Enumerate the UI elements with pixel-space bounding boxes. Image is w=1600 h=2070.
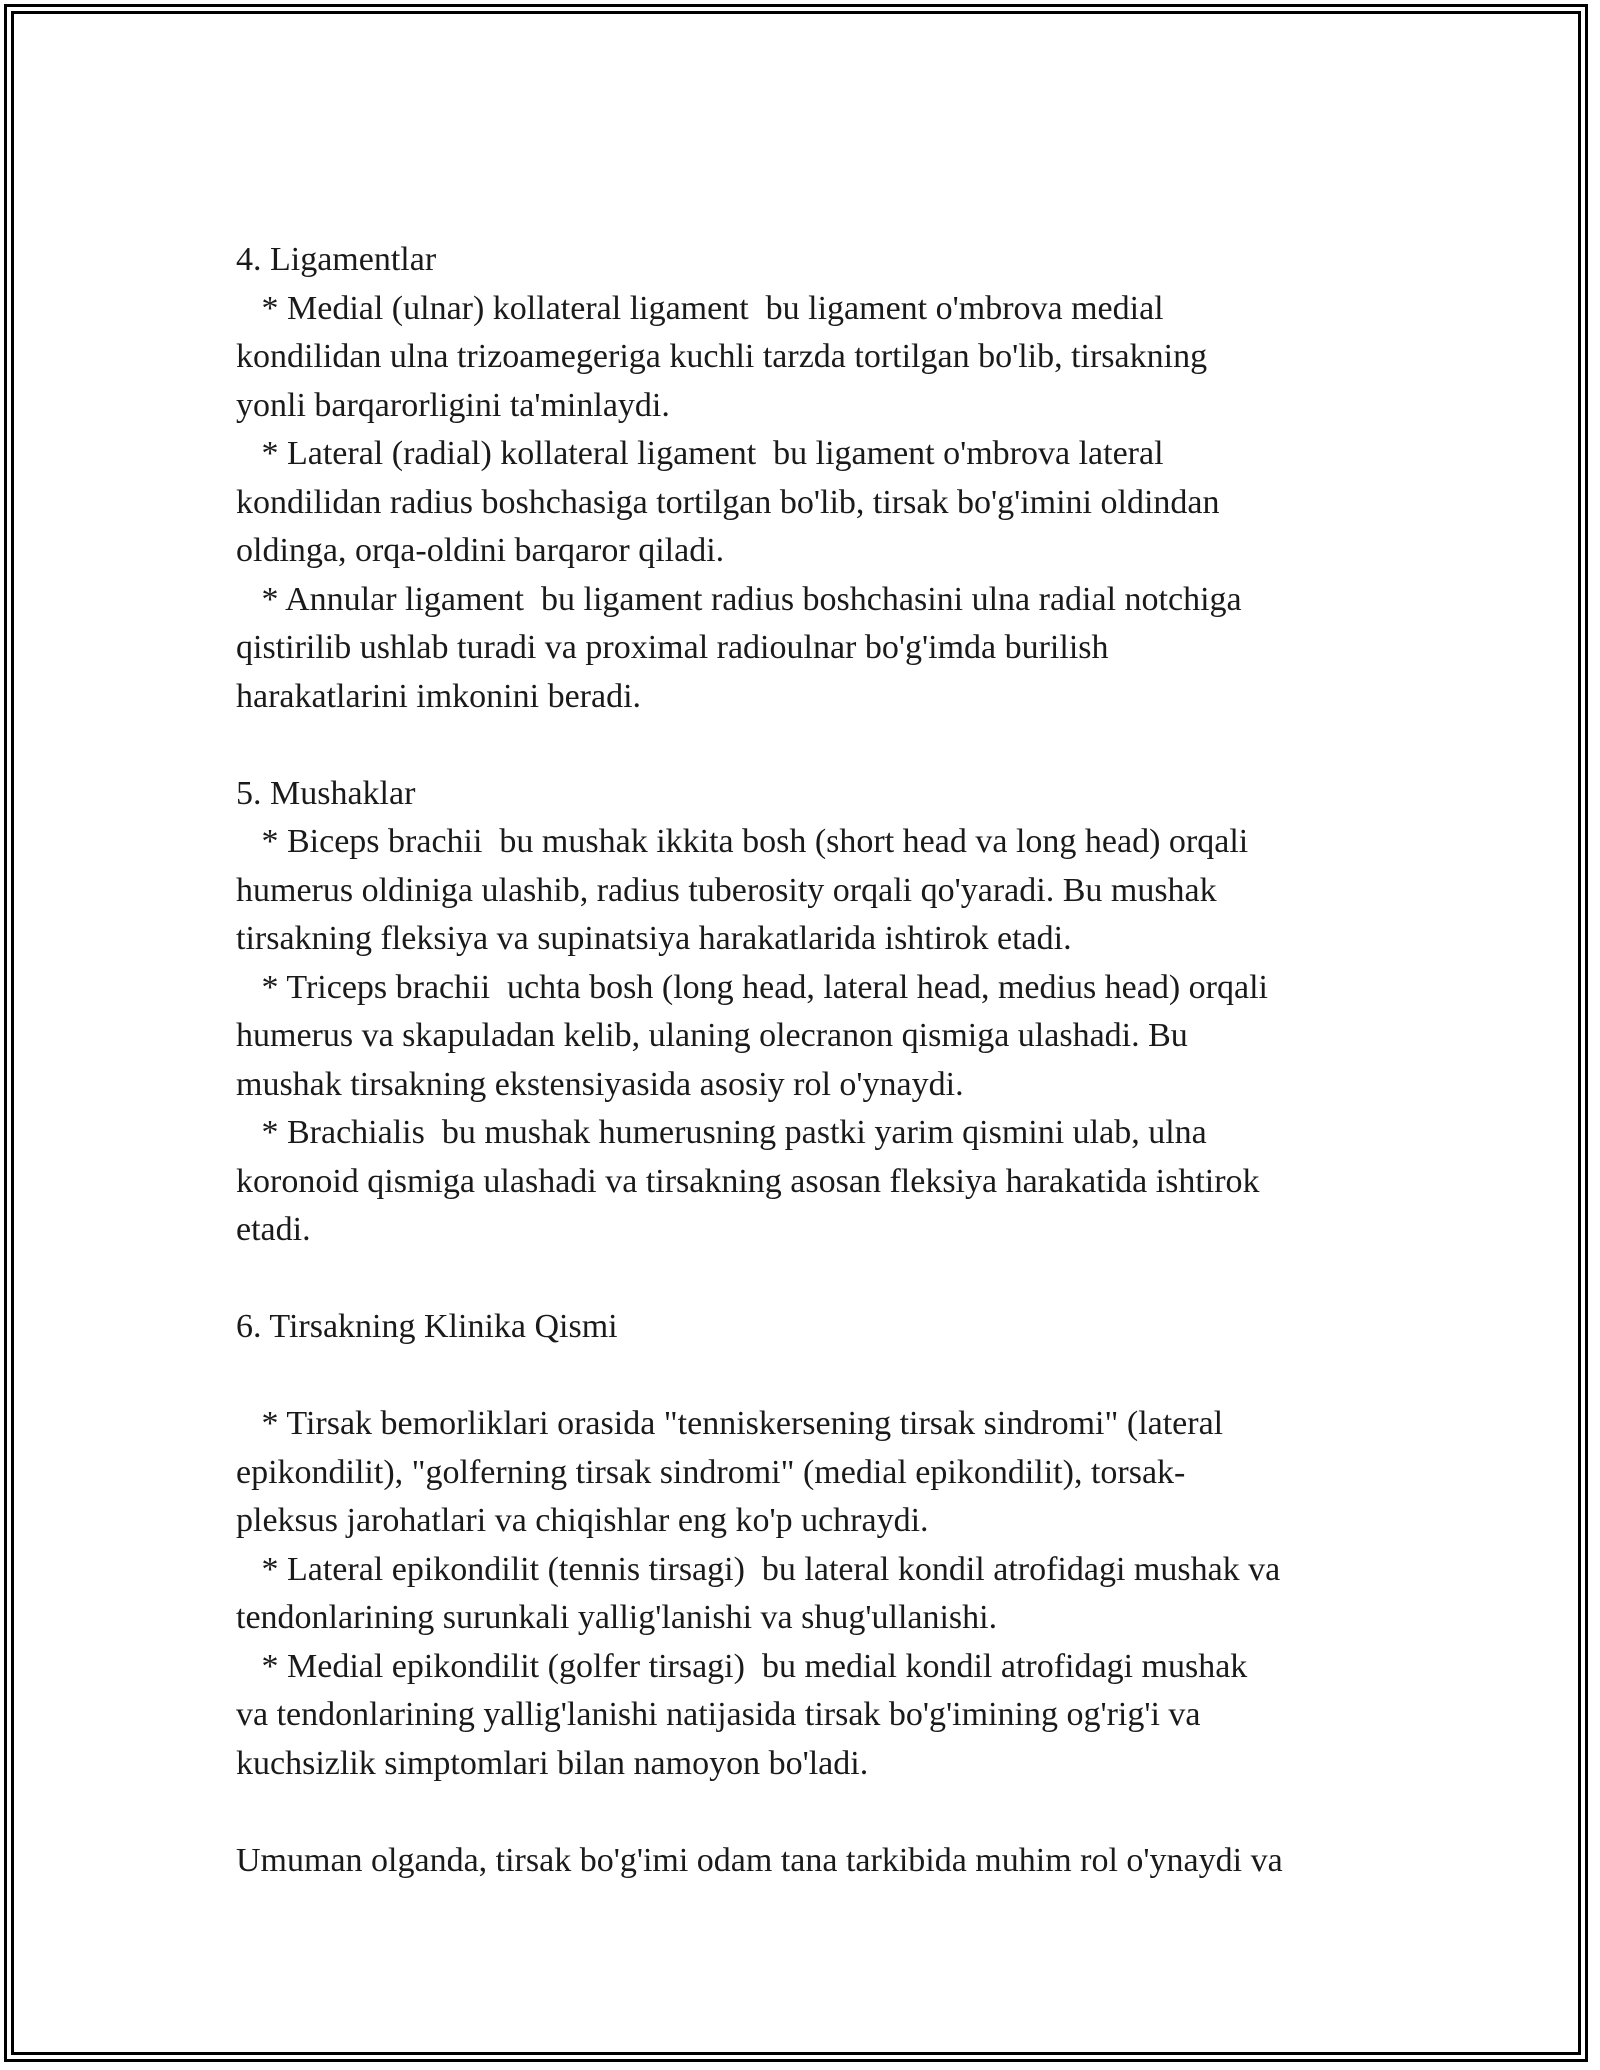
section-heading-klinika: 6. Tirsakning Klinika Qismi xyxy=(236,1308,618,1345)
paragraph-line: tendonlarining surunkali yallig'lanishi va shug'ullanishi. xyxy=(236,1599,998,1636)
paragraph-line: * Triceps brachii uchta bosh (long head, lateral head, medius head) orqali xyxy=(236,968,1268,1006)
paragraph-line: * Lateral epikondilit (tennis tirsagi) bu lateral kondil atrofidagi mushak va xyxy=(236,1550,1281,1588)
paragraph-line: epikondilit), "golferning tirsak sindromi" (medial epikondilit), torsak- xyxy=(236,1453,1186,1491)
paragraph-line: * Tirsak bemorliklari orasida "tenniskersening tirsak sindromi" (lateral xyxy=(236,1405,1224,1442)
paragraph-line: mushak tirsakning ekstensiyasida asosiy rol o'ynaydi. xyxy=(236,1065,964,1103)
section-heading-ligamentlar: 4. Ligamentlar xyxy=(236,241,437,278)
paragraph-line: harakatlarini imkonini beradi. xyxy=(236,677,642,715)
paragraph-line: va tendonlarining yallig'lanishi natijasida tirsak bo'g'imining og'rig'i va xyxy=(236,1696,1201,1733)
blank-line xyxy=(236,1352,1406,1401)
paragraph-line: * Medial (ulnar) kollateral ligament bu ligament o'mbrova medial xyxy=(236,289,1164,327)
paragraph-line: humerus oldiniga ulashib, radius tuberosity orqali qo'yaradi. Bu mushak xyxy=(236,871,1217,909)
paragraph-line: * Lateral (radial) kollateral ligament bu ligament o'mbrova lateral xyxy=(236,435,1164,472)
paragraph-line: * Medial epikondilit (golfer tirsagi) bu medial kondil atrofidagi mushak xyxy=(236,1647,1248,1685)
paragraph-line: tirsakning fleksiya va supinatsiya harakatlarida ishtirok etadi. xyxy=(236,920,1072,957)
paragraph-line: kondilidan ulna trizoamegeriga kuchli tarzda tortilgan bo'lib, tirsakning xyxy=(236,338,1208,375)
blank-line xyxy=(236,1255,1406,1304)
paragraph-line: * Brachialis bu mushak humerusning pastki yarim qismini ulab, ulna xyxy=(236,1114,1207,1151)
document-body xyxy=(236,236,1406,1885)
paragraph-line: kondilidan radius boshchasiga tortilgan bo'lib, tirsak bo'g'imini oldindan xyxy=(236,483,1220,521)
paragraph-line: yonli barqarorligini ta'minlaydi. xyxy=(236,386,670,424)
paragraph-line: oldinga, orqa-oldini barqaror qiladi. xyxy=(236,532,725,569)
paragraph-line: * Biceps brachii bu mushak ikkita bosh (short head va long head) orqali xyxy=(236,823,1249,860)
conclusion-line: Umuman olganda, tirsak bo'g'imi odam tana tarkibida muhim rol o'ynaydi va xyxy=(236,1841,1283,1879)
paragraph-line: qistirilib ushlab turadi va proximal radioulnar bo'g'imda burilish xyxy=(236,629,1109,666)
blank-line xyxy=(236,1788,1406,1837)
paragraph-line: kuchsizlik simptomlari bilan namoyon bo'ladi. xyxy=(236,1744,869,1782)
paragraph-line: koronoid qismiga ulashadi va tirsakning asosan fleksiya harakatida ishtirok xyxy=(236,1162,1260,1200)
section-heading-mushaklar: 5. Mushaklar xyxy=(236,774,416,812)
blank-line xyxy=(236,721,1406,770)
paragraph-line: pleksus jarohatlari va chiqishlar eng ko'p uchraydi. xyxy=(236,1502,929,1539)
paragraph-line: etadi. xyxy=(236,1211,311,1248)
paragraph-line: humerus va skapuladan kelib, ulaning olecranon qismiga ulashadi. Bu xyxy=(236,1017,1188,1054)
paragraph-line: * Annular ligament bu ligament radius boshchasini ulna radial notchiga xyxy=(236,580,1242,618)
